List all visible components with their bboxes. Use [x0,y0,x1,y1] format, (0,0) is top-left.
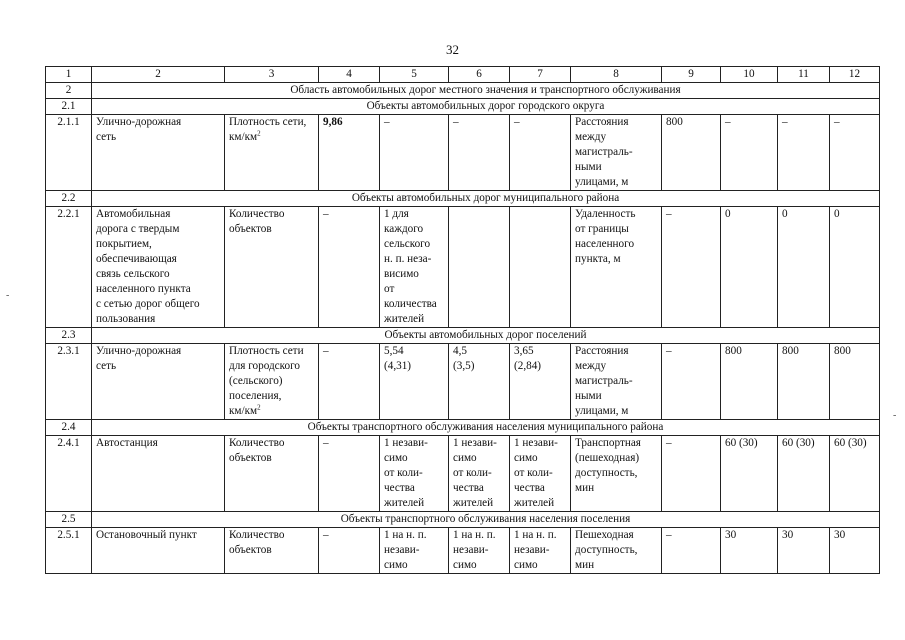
column-header: 5 [380,67,449,83]
section-title: Объекты автомобильных дорог муниципального района [92,191,880,207]
cell-c8: Расстояния между магистраль- ными улицами, м [571,115,662,191]
cell-c5: 5,54 (4,31) [380,344,449,420]
cell-c8: Пешеходная доступность, мин [571,528,662,574]
cell-c12: 0 [830,207,880,328]
cell-c6: 1 на н. п. незави- симо [449,528,510,574]
indicator-cell [225,436,319,512]
section-header-row [46,328,880,344]
cell-c4: – [319,344,380,420]
cell-c8: Удаленность от границы населенного пункта, м [571,207,662,328]
area-title: Область автомобильных дорог местного значения и транспортного обслуживания [92,83,880,99]
cell-c11: 800 [778,344,830,420]
indicator-cell [225,115,319,191]
cell-c9: – [662,344,721,420]
section-number: 2.3 [46,328,92,344]
cell-c10: 30 [721,528,778,574]
column-header: 11 [778,67,830,83]
column-header: 10 [721,67,778,83]
cell-c10: 800 [721,344,778,420]
cell-c7: 1 незави- симо от коли- чества жителей [510,436,571,512]
indicator-text: Плотность сети, км/км [229,116,307,143]
cell-c5: 1 на н. п. незави- симо [380,528,449,574]
cell-c4: – [319,207,380,328]
cell-c12: 800 [830,344,880,420]
cell-c6: 4,5 (3,5) [449,344,510,420]
column-number-row [46,67,880,83]
cell-c12: – [830,115,880,191]
cell-c6: – [449,115,510,191]
margin-mark: - [893,410,897,421]
cell-c4: 9,86 [319,115,380,191]
object-name: Улично-дорожная сеть [92,344,225,420]
cell-c10: 60 (30) [721,436,778,512]
indicator-cell [225,344,319,420]
cell-c7: 3,65 (2,84) [510,344,571,420]
standards-table [45,66,880,574]
section-number: 2.4 [46,420,92,436]
object-name: Автомобильная дорога с твердым покрытием, обеспечивающая связь сельского населенного пункта с сетью дорог общего пользования [92,207,225,328]
table-row [46,115,880,191]
table-row [46,207,880,328]
cell-c12: 30 [830,528,880,574]
table-row [46,528,880,574]
row-number: 2.2.1 [46,207,92,328]
cell-c7 [510,207,571,328]
column-header: 12 [830,67,880,83]
section-title: Объекты транспортного обслуживания населения поселения [92,512,880,528]
cell-c10: 0 [721,207,778,328]
section-title: Объекты автомобильных дорог городского округа [92,99,880,115]
section-number: 2.5 [46,512,92,528]
object-name: Улично-дорожная сеть [92,115,225,191]
row-number: 2.1.1 [46,115,92,191]
cell-c6 [449,207,510,328]
cell-c9: 800 [662,115,721,191]
table-row [46,344,880,420]
cell-c11: 60 (30) [778,436,830,512]
column-header: 8 [571,67,662,83]
cell-c11: 0 [778,207,830,328]
cell-c5: – [380,115,449,191]
section-header-row [46,420,880,436]
page-number: 32 [446,42,459,57]
cell-c8: Расстояния между магистраль- ными улицами, м [571,344,662,420]
indicator-text: Количество объектов [229,208,285,235]
column-header: 3 [225,67,319,83]
object-name: Остановочный пункт [92,528,225,574]
cell-c5: 1 для каждого сельского н. п. неза- висимо от количества жителей [380,207,449,328]
section-header-row [46,512,880,528]
margin-mark: - [6,290,10,301]
table-row [46,436,880,512]
cell-c11: 30 [778,528,830,574]
row-number: 2.3.1 [46,344,92,420]
cell-c6: 1 незави- симо от коли- чества жителей [449,436,510,512]
cell-c5: 1 незави- симо от коли- чества жителей [380,436,449,512]
indicator-cell [225,528,319,574]
cell-c10: – [721,115,778,191]
indicator-cell [225,207,319,328]
cell-c7: 1 на н. п. незави- симо [510,528,571,574]
area-number: 2 [46,83,92,99]
cell-c9: – [662,207,721,328]
column-header: 7 [510,67,571,83]
section-header-row [46,99,880,115]
column-header: 6 [449,67,510,83]
cell-c8: Транспортная (пешеходная) доступность, мин [571,436,662,512]
row-number: 2.4.1 [46,436,92,512]
section-number: 2.1 [46,99,92,115]
indicator-text: Количество объектов [229,529,285,556]
cell-c9: – [662,528,721,574]
cell-c7: – [510,115,571,191]
section-header-row [46,191,880,207]
cell-c11: – [778,115,830,191]
indicator-sup: 2 [257,129,261,138]
column-header: 9 [662,67,721,83]
column-header: 4 [319,67,380,83]
row-number: 2.5.1 [46,528,92,574]
cell-c9: – [662,436,721,512]
section-title: Объекты автомобильных дорог поселений [92,328,880,344]
section-title: Объекты транспортного обслуживания населения муниципального района [92,420,880,436]
indicator-text: Количество объектов [229,437,285,464]
area-header-row [46,83,880,99]
cell-c4: – [319,528,380,574]
object-name: Автостанция [92,436,225,512]
cell-c4: – [319,436,380,512]
section-number: 2.2 [46,191,92,207]
indicator-sup: 2 [257,403,261,412]
indicator-text: Плотность сети для городского (сельского) поселения, км/км [229,345,304,417]
cell-c12: 60 (30) [830,436,880,512]
column-header: 2 [92,67,225,83]
column-header: 1 [46,67,92,83]
